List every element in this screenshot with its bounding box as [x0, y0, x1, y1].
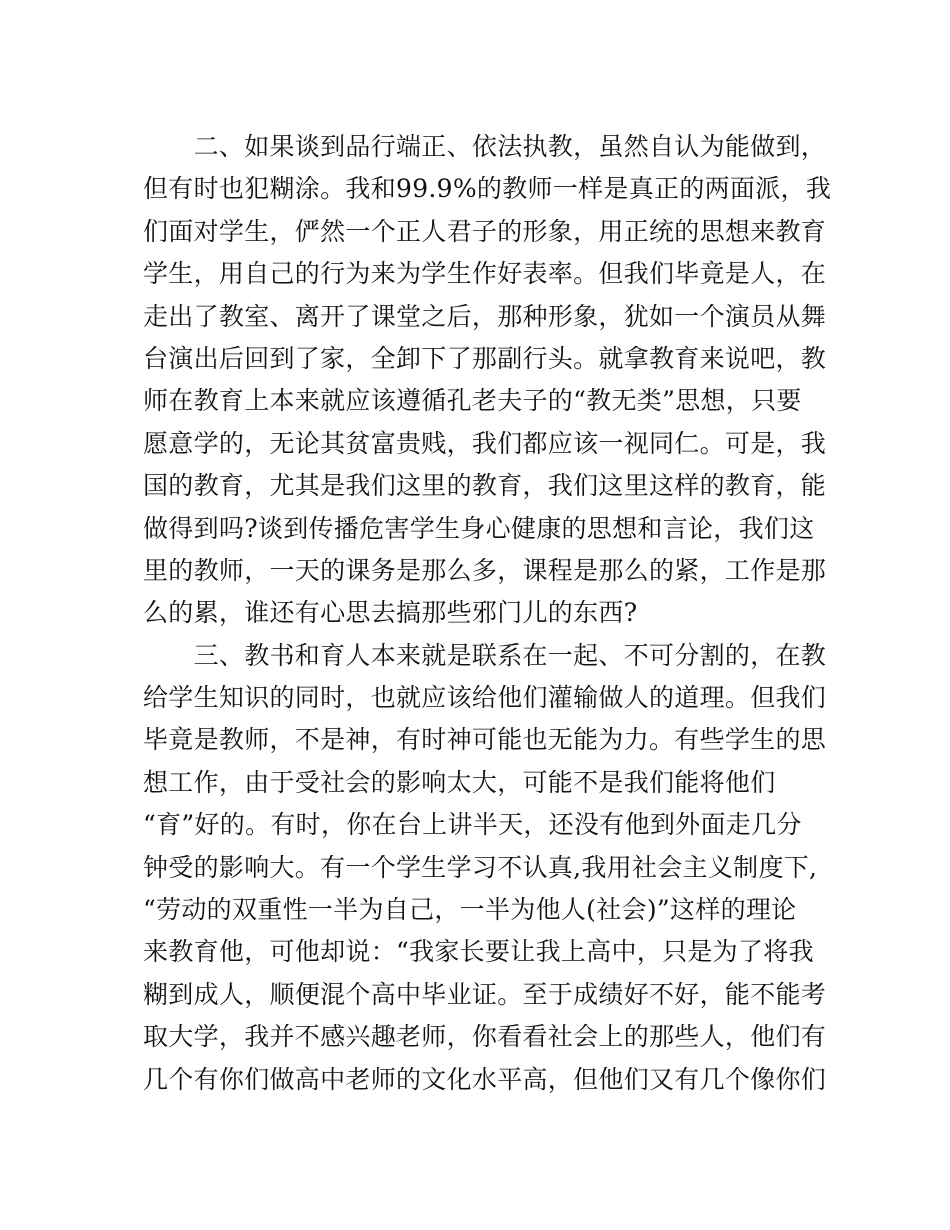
text-line-7: 师在教育上本来就应该遵循孔老夫子的“教无类”思想，只要 — [143, 386, 802, 416]
text-line-22: 取大学，我并不感兴趣老师，你看看社会上的那些人，他们有 — [143, 1022, 827, 1052]
text-line-12: 么的累，谁还有心思去搞那些邪门儿的东西? — [143, 598, 638, 628]
text-line-19: “劳动的双重性一半为自己，一半为他人(社会)”这样的理论 — [143, 895, 797, 925]
text-line-23: 几个有你们做高中老师的文化水平高，但他们又有几个像你们 — [143, 1064, 827, 1094]
text-line-10: 做得到吗?谈到传播危害学生身心健康的思想和言论，我们这 — [143, 513, 815, 543]
text-line-1: 二、如果谈到品行端正、依法执教，虽然自认为能做到， — [143, 132, 827, 161]
text-line-21: 糊到成人，顺便混个高中毕业证。至于成绩好不好，能不能考 — [143, 979, 827, 1009]
text-line-11: 里的教师，一天的课务是那么多，课程是那么的紧，工作是那 — [143, 555, 827, 585]
text-line-16: 想工作，由于受社会的影响太大，可能不是我们能将他们 — [143, 767, 776, 797]
text-line-2: 但有时也犯糊涂。我和99.9%的教师一样是真正的两面派，我 — [143, 174, 832, 204]
text-line-5: 走出了教室、离开了课堂之后，那种形象，犹如一个演员从舞 — [143, 301, 827, 331]
text-line-14: 给学生知识的同时，也就应该给他们灌输做人的道理。但我们 — [143, 683, 827, 713]
body-text — [143, 126, 832, 1101]
text-line-20: 来教育他，可他却说：“我家长要让我上高中，只是为了将我 — [143, 937, 814, 967]
text-line-9: 国的教育，尤其是我们这里的教育，我们这里这样的教育，能 — [143, 471, 827, 501]
text-line-15: 毕竟是教师，不是神，有时神可能也无能为力。有些学生的思 — [143, 725, 827, 755]
text-line-8: 愿意学的，无论其贫富贵贱，我们都应该一视同仁。可是，我 — [143, 428, 827, 458]
text-line-3: 们面对学生，俨然一个正人君子的形象，用正统的思想来教育 — [143, 216, 827, 246]
text-line-4: 学生，用自己的行为来为学生作好表率。但我们毕竟是人，在 — [143, 259, 827, 289]
text-line-13: 三、教书和育人本来就是联系在一起、不可分割的，在教 — [143, 640, 827, 670]
text-line-18: 钟受的影响大。有一个学生学习不认真,我用社会主义制度下, — [143, 852, 818, 882]
text-line-6: 台演出后回到了家，全卸下了那副行头。就拿教育来说吧，教 — [143, 343, 827, 373]
text-line-17: “育”好的。有时，你在台上讲半天，还没有他到外面走几分 — [143, 810, 802, 840]
